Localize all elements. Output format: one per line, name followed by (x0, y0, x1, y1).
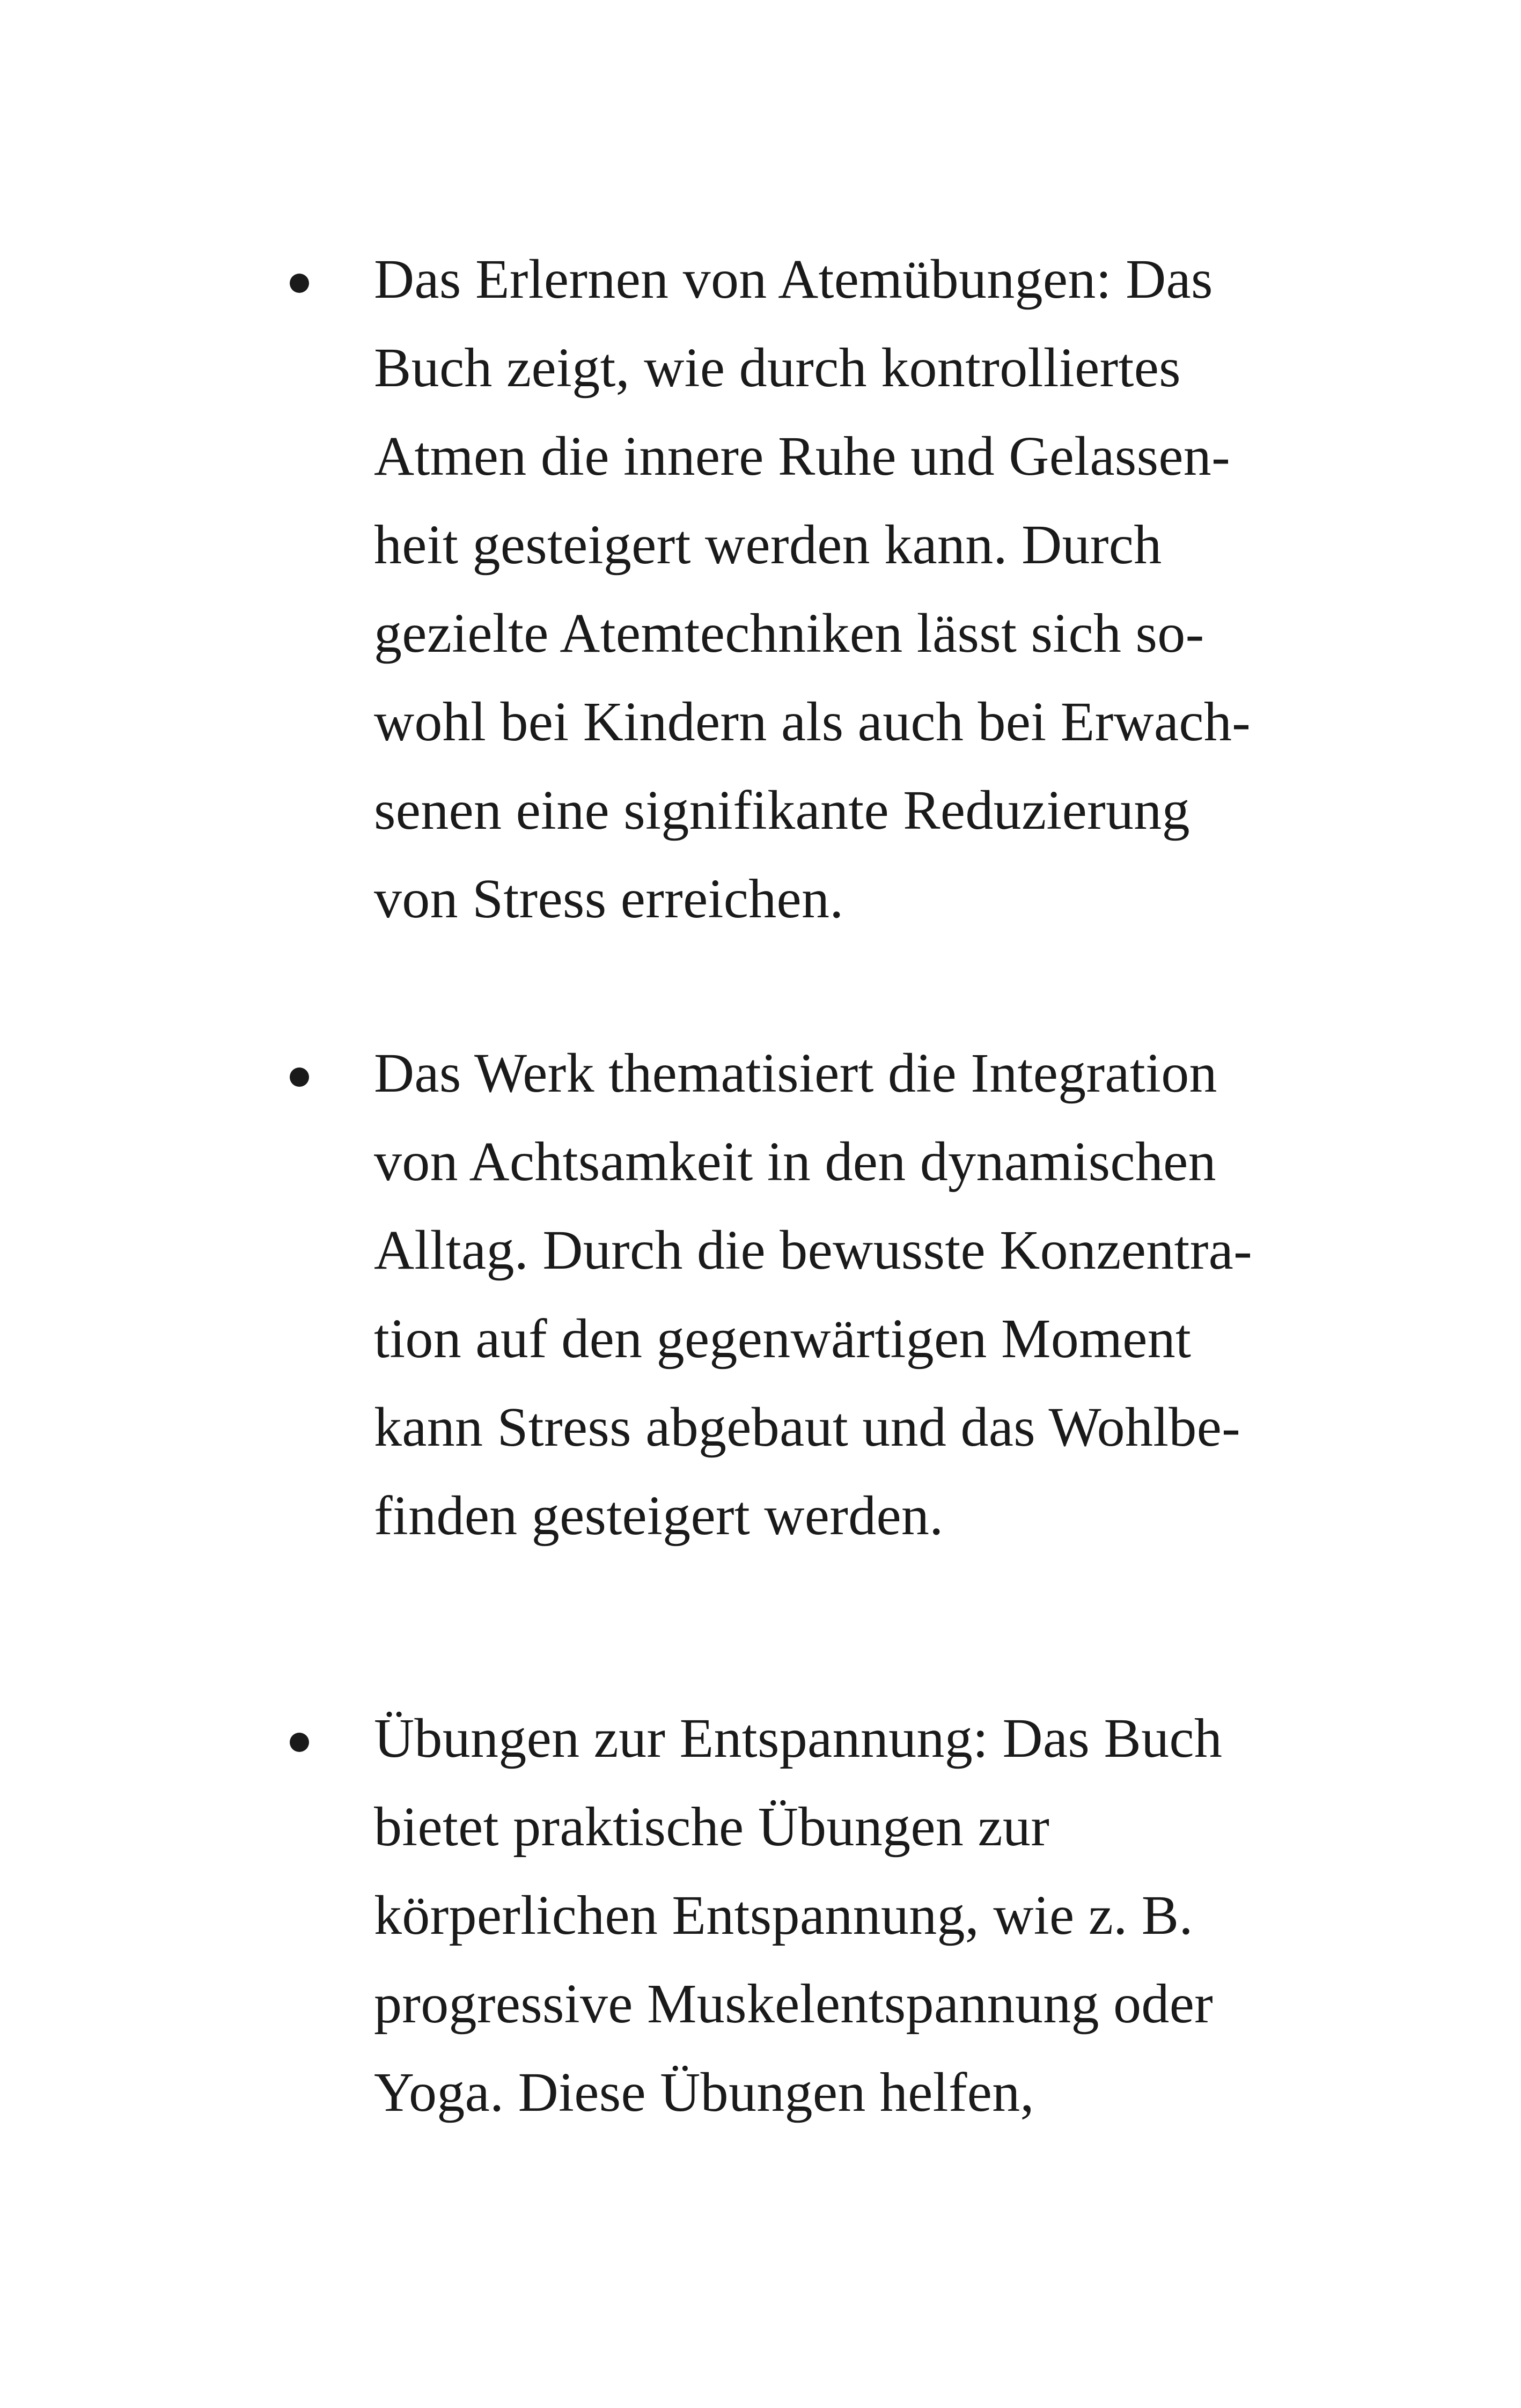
text-line: von Stress erreichen. (374, 868, 844, 930)
bullet-icon (290, 1067, 309, 1087)
text-line: senen eine signifikante Reduzierung (374, 779, 1190, 841)
text-line: bietet praktische Übungen zur (374, 1796, 1050, 1858)
bullet-text (374, 1694, 1393, 2137)
bullet-icon (290, 1733, 309, 1752)
text-line: körperlichen Entspannung, wie z. B. (374, 1884, 1193, 1946)
text-line: finden gesteigert werden. (374, 1485, 944, 1547)
text-line: von Achtsamkeit in den dynamischen (374, 1131, 1216, 1192)
bullet-text (374, 235, 1393, 943)
bullet-icon (290, 274, 309, 293)
text-line: Übungen zur Entspannung: Das Buch (374, 1707, 1223, 1769)
text-line: heit gesteigert werden kann. Durch (374, 514, 1162, 576)
text-line: Yoga. Diese Übungen helfen, (374, 2061, 1034, 2123)
text-line: Atmen die innere Ruhe und Gelassen- (374, 425, 1231, 487)
text-line: Alltag. Durch die bewusste Konzentra- (374, 1219, 1253, 1281)
text-line: gezielte Atemtechniken lässt sich so- (374, 602, 1204, 664)
text-line: Das Erlernen von Atemübungen: Das (374, 248, 1213, 310)
bullet-text (374, 1029, 1393, 1560)
text-line: progressive Muskelentspannung oder (374, 1973, 1214, 2035)
text-line: wohl bei Kindern als auch bei Erwach- (374, 691, 1251, 753)
text-line: tion auf den gegenwärtigen Moment (374, 1308, 1192, 1369)
text-line: Das Werk thematisiert die Integration (374, 1042, 1217, 1104)
text-line: kann Stress abgebaut und das Wohlbe- (374, 1396, 1241, 1458)
text-line: Buch zeigt, wie durch kontrolliertes (374, 337, 1181, 399)
